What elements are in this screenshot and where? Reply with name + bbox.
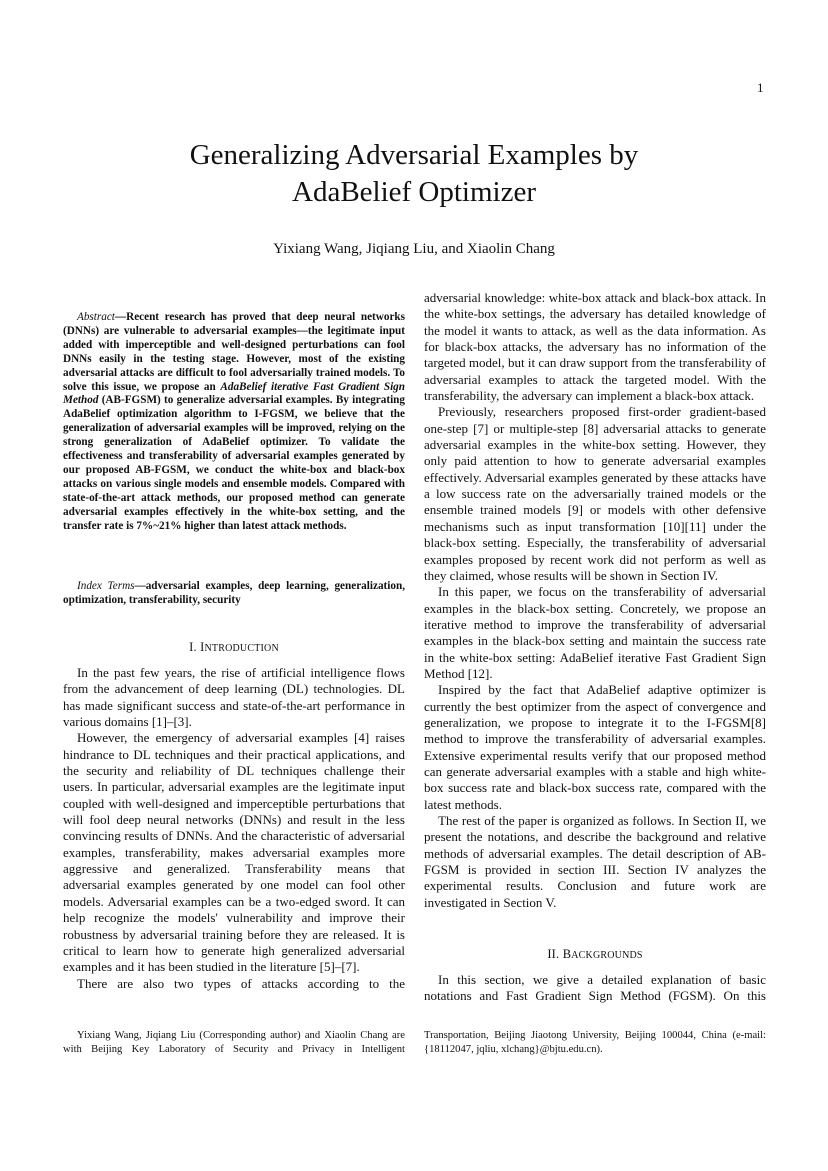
right-paragraph-3: Inspired by the fact that AdaBelief adaptive optimizer is currently the best optimizer from the aspect of convergence and generalization, we propose to integrate it to the I-FGSM[8] method to improve the transferability of adversarial examples. Extensive experimental results verify that our proposed method can generate adversarial examples with a stable and high white-box success rate and black-box success rate, compared with the latest methods. [424, 682, 766, 812]
page-number: 1 [757, 80, 764, 95]
right-paragraph-2: In this paper, we focus on the transferability of adversarial examples in the black-box setting. Concretely, we propose an iterative method to improve the transferability of adversarial examples in the black-box setting and maintain the success rate in the white-box setting: AdaBelief iterative Fast Gradient Sign Method [12]. [424, 584, 766, 681]
abstract [63, 311, 405, 534]
footnote-left: Yixiang Wang, Jiqiang Liu (Corresponding author) and Xiaolin Chang are with Beijing Key Laboratory of Security and Privacy in Intelligent [63, 1030, 405, 1056]
intro-paragraph-2: However, the emergency of adversarial examples [4] raises hindrance to DL techniques and their practical applications, and the security and reliability of DL techniques challenge their users. In particular, adversarial examples are the legitimate input coupled with well-designed and imperceptible perturbations that will fool deep neural networks (DNNs) and result in the less convincing results of DNNs. And the characteristic of adversarial examples, transferability, makes adversarial examples more aggressive and generalized. Transferability means that adversarial examples generated by one model can fool other models. Adversarial examples can be a two-edged sword. It can help recognize the models' vulnerability and improve their robustness by adversarial training before they are released. It is critical to learn how to generate high generalized adversarial examples and it has been studied in the literature [5]–[7]. [63, 730, 405, 975]
abstract-text-1: —Recent research has proved that deep neural networks (DNNs) are vulnerable to adversarial examples—the legitimate input added with imperceptible and well-designed perturbations can fool DNNs easily in the testing stage. However, most of the existing adversarial attacks are difficult to fool adversarially trained models. To solve this issue, we propose an [63, 311, 405, 393]
index-terms [63, 579, 405, 607]
paper-title [0, 137, 828, 211]
intro-paragraph-1: In the past few years, the rise of artificial intelligence flows from the advancement of deep learning (DL) technologies. DL has made significant success and state-of-the-art performance in various domains [1]–[3]. [63, 665, 405, 730]
section-numeral: I. I [189, 640, 205, 654]
index-terms-text: —adversarial examples, deep learning, generalization, optimization, transferability, security [63, 580, 405, 606]
right-column [424, 290, 766, 911]
title-line-2: AdaBelief Optimizer [292, 176, 536, 208]
section-numeral: II. B [547, 947, 572, 961]
intro-paragraph-3: There are also two types of attacks according to the [77, 975, 405, 991]
title-line-1: Generalizing Adversarial Examples by [189, 139, 639, 171]
right-paragraph-4: The rest of the paper is organized as follows. In Section II, we present the notations, and describe the background and relative methods of adversarial examples. The detail description of AB-FGSM is provided in section III. Section IV analyzes the experimental results. Conclusion and future work are investigated in Section V. [424, 813, 766, 910]
section-introduction [63, 640, 405, 992]
section-heading-backgrounds [424, 947, 766, 962]
right-paragraph-1: Previously, researchers proposed first-order gradient-based one-step [7] or multiple-step [8] adversarial attacks to generate adversarial examples in the white-box setting. However, they only paid attention to how to generate adversarial examples effectively. Adversarial examples generated by these attacks have a low success rate on the adversarially trained models or the ensemble trained models [9] or models with other defensive mechanisms such as input transformation [10][11] under the black-box setting. Especially, the transferability of adversarial examples proposed by recent work did not perform as well as they claimed, whose results will be shown in Section IV. [424, 404, 766, 583]
index-terms-label: Index Terms [77, 580, 135, 592]
author-list: Yixiang Wang, Jiqiang Liu, and Xiaolin Chang [273, 241, 555, 257]
section-title: ACKGROUNDS [571, 950, 643, 961]
footnote-right: Transportation, Beijing Jiaotong University, Beijing 100044, China (e-mail: {18112047, jqliu, xlchang}@bjtu.edu.cn). [424, 1030, 766, 1056]
section-heading-introduction [63, 640, 405, 655]
abstract-text-2: (AB-FGSM) to generalize adversarial examples. By integrating AdaBelief optimization algorithm to I-FGSM, we believe that the generalization of adversarial examples will be improved, relying on the strong generalization of AdaBelief optimizer. To validate the effectiveness and transferability of adversarial examples generated by our proposed AB-FGSM, we conduct the white-box and black-box attacks on various single models and ensemble models. Compared with state-of-the-art attack methods, our proposed method can generate adversarial examples effectively in the white-box setting, and the transfer rate is 7%~21% higher than latest attack methods. [63, 394, 405, 532]
section-title: NTRODUCTION [204, 643, 279, 654]
continuation-paragraph: adversarial knowledge: white-box attack and black-box attack. In the white-box settings, the adversary has detailed knowledge of the model it wants to attack, as well as the data information. As for black-box attacks, the adversary has no information of the targeted model, but it can draw support from the transferability of adversarial examples to attack the targeted model. With the transferability, the adversary can implement a black-box attack. [424, 290, 766, 404]
abstract-method-name: AdaBelief iterative Fast Gradient Sign Method [63, 380, 405, 407]
section-backgrounds [424, 947, 766, 1005]
abstract-label: Abstract [77, 311, 115, 323]
backgrounds-paragraph-1: In this section, we give a detailed explanation of basic notations and Fast Gradient Sign Method (FGSM). On this [424, 972, 766, 1004]
